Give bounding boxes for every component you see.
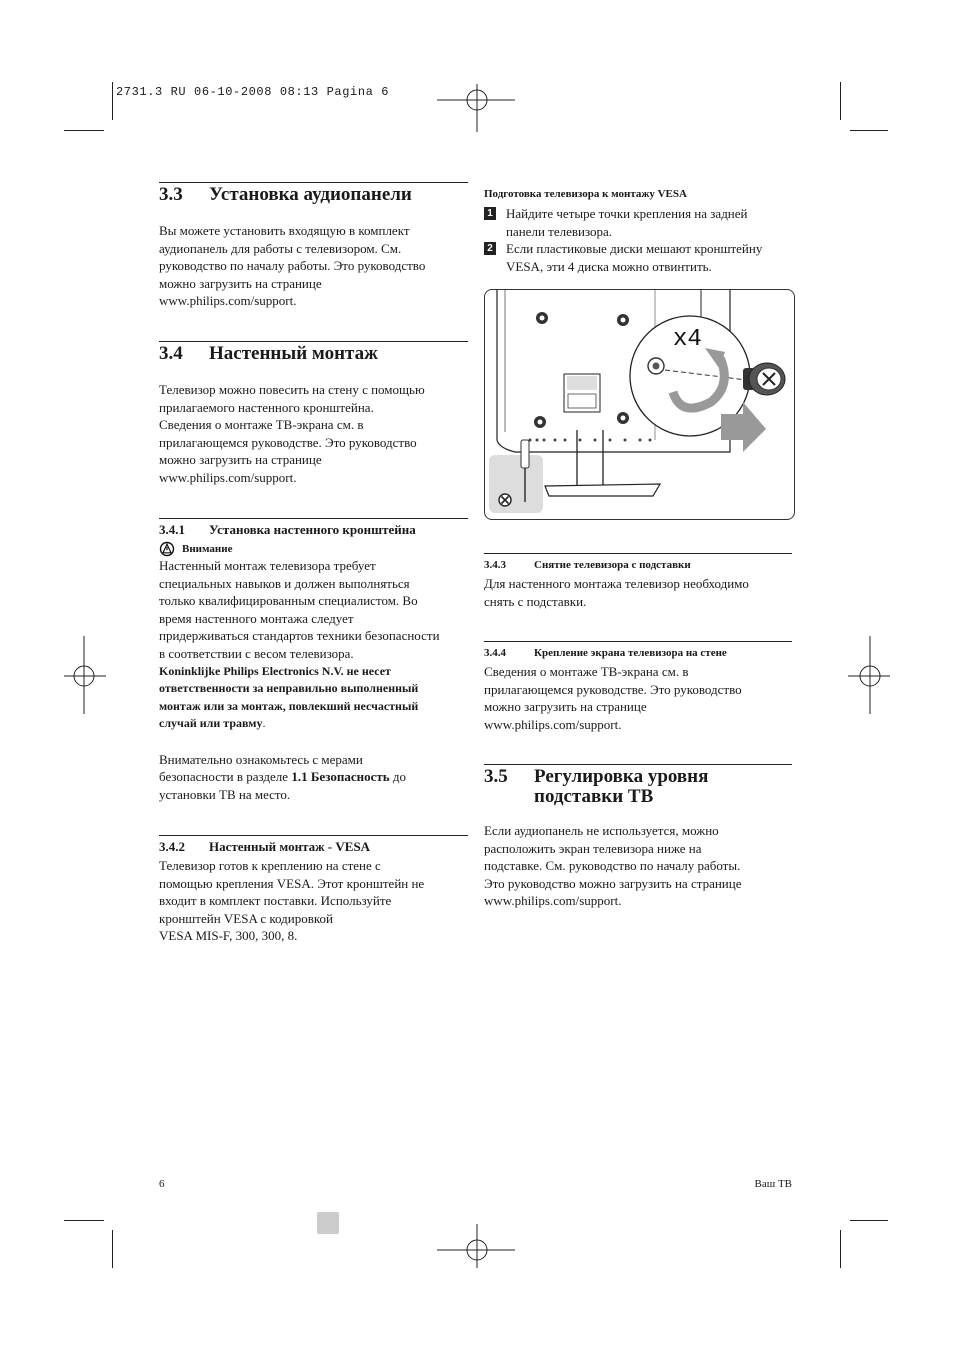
caution-icon [159, 541, 175, 557]
print-slug: 2731.3 RU 06-10-2008 08:13 Pagina 6 [116, 85, 390, 99]
section-3-4-2-body: Телевизор готов к креплению на стене с помощью крепления VESA. Этот кронштейн не входит в комплект поставки. Используйте кронштейн VESA с кодировкой VESA MIS-F, 300, 300, 8. [159, 858, 425, 944]
section-3-3-body: Вы можете установить входящую в комплект аудиопанель для работы с телевизором. См. руководство по началу работы. Это руководство можно загрузить на странице www.philips.com/support. [159, 223, 426, 309]
section-3-4-3-heading: 3.4.3 Снятие телевизора с подставки [484, 559, 691, 571]
page-number: 6 [159, 1178, 165, 1190]
vesa-illustration [484, 289, 795, 520]
vesa-prep-title: Подготовка телевизора к монтажу VESA [484, 188, 687, 200]
section-3-4-2-heading: 3.4.2 Настенный монтаж - VESA [159, 839, 371, 854]
section-3-4-4-heading: 3.4.4 Крепление экрана телевизора на стене [484, 647, 727, 659]
step-2: 2 Если пластиковые диски мешают кронштейну VESA, эти 4 диска можно отвинтить. [484, 240, 804, 275]
section-3-4-body: Телевизор можно повесить на стену с помощью прилагаемого настенного кронштейна. Сведения о монтаже ТВ-экрана см. в прилагающемся руководстве. Это руководство можно загрузить на странице www.philips.com/support. [159, 382, 425, 485]
section-3-4-3-body: Для настенного монтажа телевизор необходимо снять с подставки. [484, 576, 749, 609]
section-3-4-1-body: Настенный монтаж телевизора требует специальных навыков и должен выполняться только квалифицированным специалистом. Во время настенного монтажа следует придерживаться стандартов техники безопасности в соответствии с весом телевизора. Koninklijke Philips Electronics N.V. не несет ответственности за неправильно выполненный монтаж или за монтаж, повлекший несчастный случай или травму. Внимательно ознакомьтесь с мерами безопасности в разделе 1.1 Безопасность до установки ТВ на место. [159, 558, 440, 802]
x4-label: x4 [673, 326, 702, 353]
registration-mark-bottom [437, 1224, 517, 1274]
section-3-4-4-body: Сведения о монтаже ТВ-экрана см. в прилагающемся руководстве. Это руководство можно загрузить на странице www.philips.com/support. [484, 664, 742, 732]
caution-label: Внимание [159, 540, 233, 556]
footer-section-label: Ваш ТВ [754, 1178, 792, 1190]
registration-mark-right [848, 636, 894, 716]
step-1: 1 Найдите четыре точки крепления на задней панели телевизора. [484, 205, 804, 240]
section-3-4-1-heading: 3.4.1 Установка настенного кронштейна [159, 522, 416, 537]
registration-mark-top [437, 76, 517, 132]
section-3-4-heading: 3.4 Настенный монтаж [159, 343, 378, 364]
section-3-5-heading: 3.5 Регулировка уровня подставки ТВ [484, 766, 709, 807]
color-swatch [317, 1212, 339, 1234]
section-3-5-body: Если аудиопанель не используется, можно расположить экран телевизора ниже на подставке. См. руководство по началу работы. Это руководство можно загрузить на странице www.philips.com/support. [484, 823, 742, 909]
registration-mark-left [60, 636, 106, 716]
section-3-3-heading: 3.3 Установка аудиопанели [159, 184, 412, 205]
